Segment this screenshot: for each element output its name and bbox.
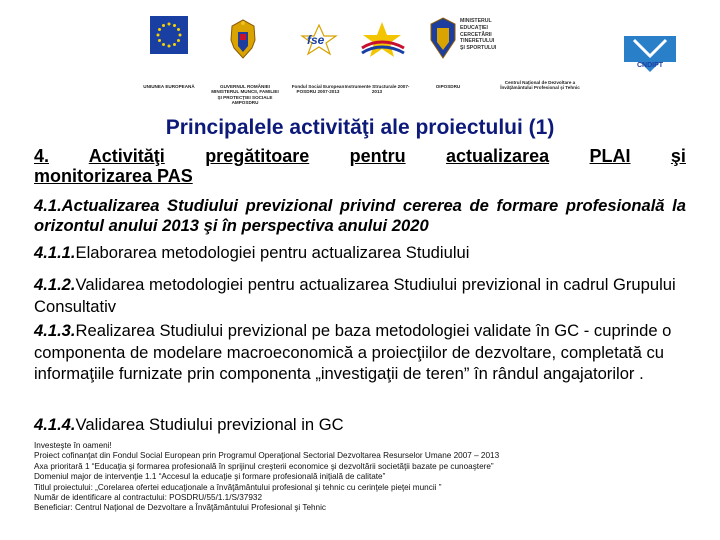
ministry-line: TINERETULUI: [460, 38, 495, 45]
footer-line: Investeşte în oameni!: [34, 441, 112, 450]
slide-title: Principalele activităţi ale proiectului (1): [165, 116, 555, 139]
ministry-crest-icon: [428, 16, 458, 62]
cndipt-caption: Centrul Naţional de Dezvoltare a Învăţământului Profesional şi Tehnic: [500, 80, 580, 91]
fse-logo: [296, 24, 342, 56]
heading-word: şi: [670, 146, 686, 166]
activity-number: 4.1.3.: [34, 321, 76, 340]
activity-item: [34, 242, 686, 264]
activity-item: [34, 320, 686, 385]
coat-of-arms-caption: GUVERNUL ROMÂNIEI MINISTERUL MUNCII, FAMILIEI ŞI PROTECŢIEI SOCIALE AMPOSDRU: [211, 84, 279, 106]
section-heading: [34, 146, 686, 166]
oiposdru-caption: OIPOSDRU: [435, 84, 461, 89]
eu-flag-icon: [150, 16, 188, 54]
ministry-line: CERCETĂRII: [460, 31, 492, 38]
logo-strip: [0, 0, 720, 108]
footer-line: Proiect cofinanţat din Fondul Social European prin Programul Operaţional Sectorial Dezvoltarea Resurselor Umane 2007 – 2013: [34, 451, 500, 461]
heading-word: PLAI: [589, 146, 631, 166]
romania-coat-of-arms-logo: [228, 18, 258, 64]
ministry-line: ŞI SPORTULUI: [460, 45, 497, 52]
eu-flag-logo: [150, 16, 188, 54]
subsection-heading: 4.1.Actualizarea Studiului previzional privind cererea de formare profesională la orizontul anului 2013 şi în perspectiva anului 2020: [34, 196, 686, 235]
activity-number: 4.1.2.: [34, 275, 76, 294]
activity-text: Elaborarea metodologiei pentru actualizarea Studiului: [75, 243, 470, 262]
footer-line: Domeniul major de intervenţie 1.1 “Accesul la educaţie şi formare profesională iniţială de calitate”: [34, 472, 386, 482]
ministry-line: EDUCAŢIEI: [460, 24, 488, 31]
eu-flag-caption: UNIUNEA EUROPEANĂ: [143, 84, 195, 89]
section-heading-line2: monitorizarea PAS: [34, 166, 193, 186]
footer-block: [34, 441, 694, 514]
activity-text: Realizarea Studiului previzional pe baza metodologiei validate în GC - cuprinde o componenta de modelare macroeconomică a proiecţiilor de dezvoltare, completată cu informaţiile furnizate prin componenta „investigaţii de teren” în rândul angajatorilor .: [34, 321, 672, 384]
structural-instruments-caption: Instrumente Structurale 2007-2013: [344, 84, 410, 95]
heading-word: pentru: [349, 146, 406, 166]
ministry-logo-lines: [460, 18, 496, 52]
coat-of-arms-icon: [228, 18, 258, 64]
heading-word: actualizarea: [446, 146, 550, 166]
footer-line: Număr de identificare al contractului: POSDRU/55/1.1/S/37932: [34, 493, 263, 503]
activity-item: [34, 414, 686, 436]
structural-instruments-logo: [354, 18, 410, 64]
ministry-education-logo: [428, 16, 518, 68]
cndipt-logo: [622, 34, 678, 74]
activity-text: Validarea metodologiei pentru actualizarea Studiului previzional in cadrul Grupului Consultativ: [34, 275, 676, 316]
heading-word: Activităţi: [88, 146, 165, 166]
heading-word: pregătitoare: [205, 146, 310, 166]
footer-line: Axa prioritară 1 “Educaţia şi formarea profesională în sprijinul creşterii economice şi dezvoltării societăţii bazate pe cunoaştere”: [34, 461, 494, 471]
cndipt-logo-text: CNDIPT: [636, 62, 664, 69]
activity-text: Validarea Studiului previzional in GC: [75, 415, 344, 434]
ministry-line: MINISTERUL: [460, 18, 492, 24]
footer-line: Beneficiar: Centrul Naţional de Dezvoltare a Învăţământului Profesional şi Tehnic: [34, 503, 327, 513]
activity-number: 4.1.4.: [34, 415, 76, 434]
structural-instruments-icon: [354, 18, 410, 64]
fse-logo-text: fse: [307, 33, 325, 47]
footer-line: Titlul proiectului: „Corelarea ofertei educaţionale a învăţământului profesional şi tehnic cu cerinţele pieţei muncii ”: [34, 482, 442, 492]
fse-caption: Fondul Social European POSDRU 2007-2013: [291, 84, 345, 95]
activity-number: 4.1.1.: [34, 243, 76, 262]
heading-number: 4.: [34, 146, 50, 166]
activity-item: [34, 274, 686, 317]
